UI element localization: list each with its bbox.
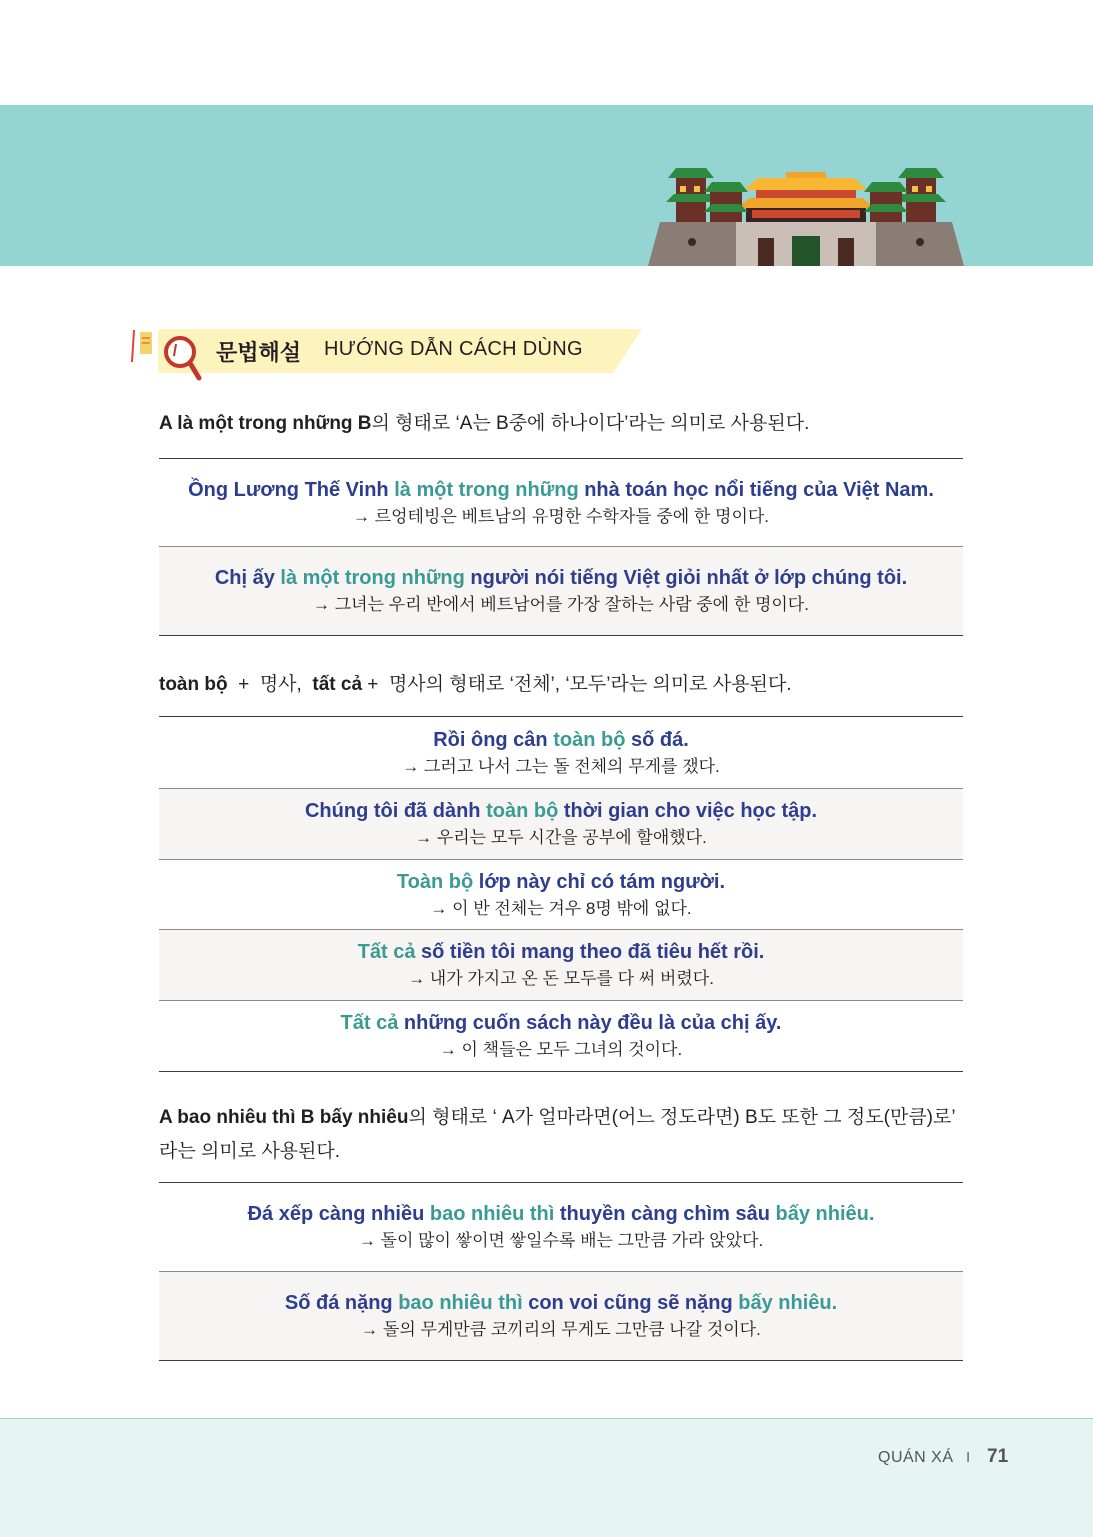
section-title-vietnamese: HƯỚNG DẪN CÁCH DÙNG (324, 338, 583, 360)
korean-translation: → 우리는 모두 시간을 공부에 할애했다. (415, 828, 707, 847)
korean-translation: → 그녀는 우리 반에서 베트남어를 가장 잘하는 사람 중에 한 명이다. (313, 595, 809, 614)
vietnamese-sentence: Chị ấy là một trong những người nói tiếng Việt giỏi nhất ở lớp chúng tôi. (214, 567, 908, 589)
example-row (159, 930, 963, 1001)
example-row (159, 459, 963, 547)
grammar-rule-2: toàn bộ + 명사, tất cả + 명사의 형태로 ‘전체’, ‘모두’라는 의미로 사용된다. (159, 674, 792, 695)
example-table-2 (159, 716, 963, 1072)
korean-translation: → 이 책들은 모두 그녀의 것이다. (439, 1040, 683, 1059)
example-row (159, 789, 963, 860)
example-row (159, 1272, 963, 1360)
rule-pattern: A là một trong những B (159, 413, 372, 434)
example-table-1 (159, 458, 963, 636)
grammar-rule-3 (159, 1101, 969, 1169)
chapter-name: QUÁN XÁ (878, 1449, 954, 1466)
vietnamese-sentence: Tất cả những cuốn sách này đều là của chị ấy. (340, 1012, 782, 1034)
page-footer (0, 1418, 1093, 1537)
korean-translation: → 르엉테빙은 베트남의 유명한 수학자들 중에 한 명이다. (352, 506, 770, 526)
grammar-rule-1 (159, 407, 969, 441)
example-row (159, 717, 963, 789)
section-title-korean: 문법해설 (216, 340, 302, 365)
palace-illustration (640, 150, 972, 266)
korean-translation: → 돌이 많이 쌓이면 쌓일수록 배는 그만큼 가라 앉았다. (358, 1231, 764, 1250)
rule-pattern: tất cả (312, 674, 363, 695)
vietnamese-sentence: Đá xếp càng nhiều bao nhiêu thì thuyền càng chìm sâu bấy nhiêu. (247, 1203, 875, 1225)
vietnamese-sentence: Rồi ông cân toàn bộ số đá. (433, 728, 689, 751)
page-number: 71 (987, 1446, 1009, 1467)
korean-translation: → 이 반 전체는 겨우 8명 밖에 없다. (430, 898, 692, 918)
korean-translation: → 그러고 나서 그는 돌 전체의 무게를 쟀다. (402, 756, 720, 776)
vietnamese-sentence: Tất cả số tiền tôi mang theo đã tiêu hết rồi. (357, 941, 765, 963)
magnifier-icon (130, 326, 202, 382)
vietnamese-sentence: Toàn bộ lớp này chỉ có tám người. (396, 870, 726, 893)
rule-pattern: toàn bộ (159, 674, 228, 695)
korean-translation: → 내가 가지고 온 돈 모두를 다 써 버렸다. (408, 969, 714, 988)
rule-description: 의 형태로 ‘A는 B중에 하나이다’라는 의미로 사용된다. (371, 413, 810, 434)
rule-description: 의 형태로 ‘ A가 얼마라면(어느 정도라면) B도 또한 그 정도(만큼)로’ (408, 1107, 956, 1128)
example-table-3 (159, 1182, 963, 1361)
example-row (159, 1183, 963, 1272)
footer-separator: I (966, 1449, 971, 1466)
rule-description-cont: 라는 의미로 사용된다. (159, 1141, 341, 1162)
korean-translation: → 돌의 무게만큼 코끼리의 무게도 그만큼 나갈 것이다. (361, 1320, 761, 1339)
section-heading (130, 326, 650, 378)
vietnamese-sentence: Chúng tôi đã dành toàn bộ thời gian cho việc học tập. (304, 800, 817, 822)
vietnamese-sentence: Số đá nặng bao nhiêu thì con voi cũng sẽ nặng bấy nhiêu. (284, 1292, 838, 1314)
rule-pattern: A bao nhiêu thì B bấy nhiêu (159, 1107, 409, 1128)
example-row (159, 860, 963, 930)
vietnamese-sentence: Ồng Lương Thế Vinh là một trong những nhà toán học nổi tiếng của Việt Nam. (188, 478, 934, 501)
example-row (159, 1001, 963, 1071)
example-row (159, 547, 963, 635)
